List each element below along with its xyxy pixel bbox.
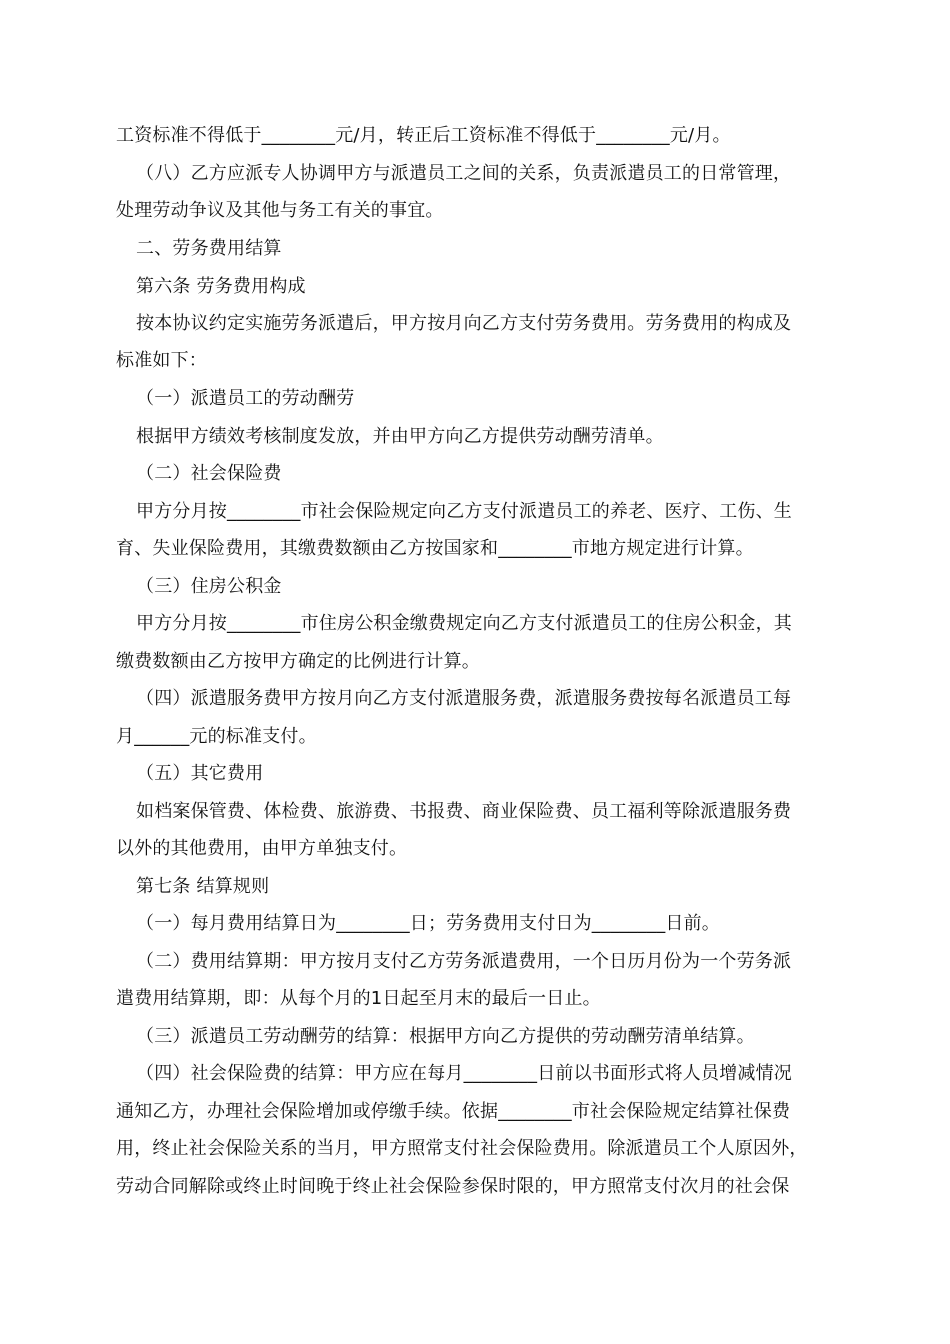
text-line: 工资标准不得低于________元/月，转正后工资标准不得低于________元/月。 bbox=[116, 125, 731, 146]
subsection-heading: （五）其它费用 bbox=[136, 763, 264, 784]
text-line: （四）社会保险费的结算：甲方应在每月________日前以书面形式将人员增减情况 bbox=[136, 1063, 792, 1084]
subsection-heading: （二）社会保险费 bbox=[136, 463, 282, 484]
text-line: 标准如下： bbox=[116, 350, 207, 371]
article-heading: 第七条 结算规则 bbox=[136, 876, 270, 897]
text-line: （一）每月费用结算日为________日；劳务费用支付日为________日前。 bbox=[136, 913, 720, 934]
text-line: （八）乙方应派专人协调甲方与派遣员工之间的关系，负责派遣员工的日常管理， bbox=[136, 163, 792, 184]
text-line: （二）费用结算期：甲方按月支付乙方劳务派遣费用，一个日历月份为一个劳务派 bbox=[136, 951, 792, 972]
text-line: 用，终止社会保险关系的当月，甲方照常支付社会保险费用。除派遣员工个人原因外， bbox=[116, 1138, 808, 1159]
text-line: 月______元的标准支付。 bbox=[116, 726, 317, 747]
subsection-heading: （三）住房公积金 bbox=[136, 576, 282, 597]
article-heading: 第六条 劳务费用构成 bbox=[136, 276, 306, 297]
section-heading: 二、劳务费用结算 bbox=[136, 238, 282, 259]
text-line: 以外的其他费用，由甲方单独支付。 bbox=[116, 838, 408, 859]
text-line: 按本协议约定实施劳务派遣后，甲方按月向乙方支付劳务费用。劳务费用的构成及 bbox=[136, 313, 792, 334]
text-line: （四）派遣服务费甲方按月向乙方支付派遣服务费，派遣服务费按每名派遣员工每 bbox=[136, 688, 792, 709]
subsection-heading: （一）派遣员工的劳动酬劳 bbox=[136, 388, 355, 409]
text-line: 处理劳动争议及其他与务工有关的事宜。 bbox=[116, 200, 444, 221]
text-line: 甲方分月按________市社会保险规定向乙方支付派遣员工的养老、医疗、工伤、生 bbox=[136, 501, 792, 522]
text-line: 遣费用结算期，即：从每个月的1日起至月末的最后一日止。 bbox=[116, 988, 601, 1009]
text-line: 劳动合同解除或终止时间晚于终止社会保险参保时限的，甲方照常支付次月的社会保 bbox=[116, 1176, 790, 1197]
text-line: 根据甲方绩效考核制度发放，并由甲方向乙方提供劳动酬劳清单。 bbox=[136, 426, 664, 447]
text-line: 缴费数额由乙方按甲方确定的比例进行计算。 bbox=[116, 651, 480, 672]
text-line: 如档案保管费、体检费、旅游费、书报费、商业保险费、员工福利等除派遣服务费 bbox=[136, 801, 792, 822]
text-line: 甲方分月按________市住房公积金缴费规定向乙方支付派遣员工的住房公积金，其 bbox=[136, 613, 792, 634]
text-line: 通知乙方，办理社会保险增加或停缴手续。依据________市社会保险规定结算社保费 bbox=[116, 1101, 791, 1122]
text-line: 育、失业保险费用，其缴费数额由乙方按国家和________市地方规定进行计算。 bbox=[116, 538, 754, 559]
text-line: （三）派遣员工劳动酬劳的结算：根据甲方向乙方提供的劳动酬劳清单结算。 bbox=[136, 1026, 755, 1047]
